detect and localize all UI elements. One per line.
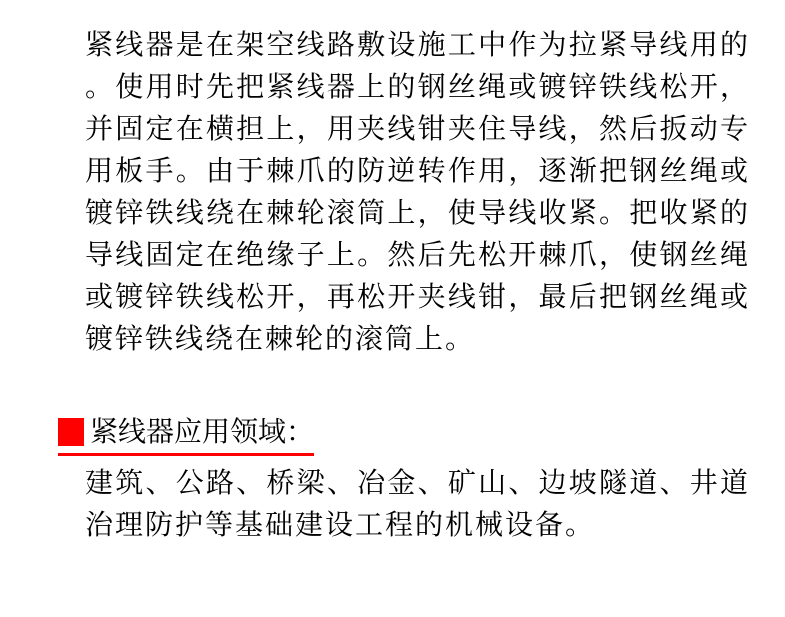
- intro-line: 并固定在横担上，用夹线钳夹住导线，然后扳动专: [85, 112, 748, 145]
- document-body: [85, 24, 748, 546]
- applications-line: 治理防护等基础建设工程的机械设备。: [85, 508, 596, 541]
- intro-line: 镀锌铁线绕在棘轮滚筒上，使导线收紧。把收紧的: [85, 196, 748, 229]
- applications-paragraph: [85, 462, 748, 546]
- intro-line: 导线固定在绝缘子上。然后先松开棘爪，使钢丝绳: [85, 238, 748, 271]
- section-heading: 紧线器应用领域：: [90, 415, 315, 448]
- intro-line: 紧线器是在架空线路敷设施工中作为拉紧导线用的: [85, 28, 748, 61]
- intro-line: 或镀锌铁线松开，再松开夹线钳，最后把钢丝绳或: [85, 280, 748, 313]
- applications-line: 建筑、公路、桥梁、冶金、矿山、边坡隧道、井道: [85, 466, 748, 499]
- intro-line: 镀锌铁线绕在棘轮的滚筒上。: [85, 322, 476, 355]
- red-square-bullet-icon: [58, 418, 84, 446]
- intro-line: 用板手。由于棘爪的防逆转作用，逐渐把钢丝绳或: [85, 154, 748, 187]
- intro-line: 。使用时先把紧线器上的钢丝绳或镀锌铁线松开，: [85, 70, 748, 103]
- section-heading-row: [58, 414, 314, 456]
- intro-paragraph: [85, 24, 748, 360]
